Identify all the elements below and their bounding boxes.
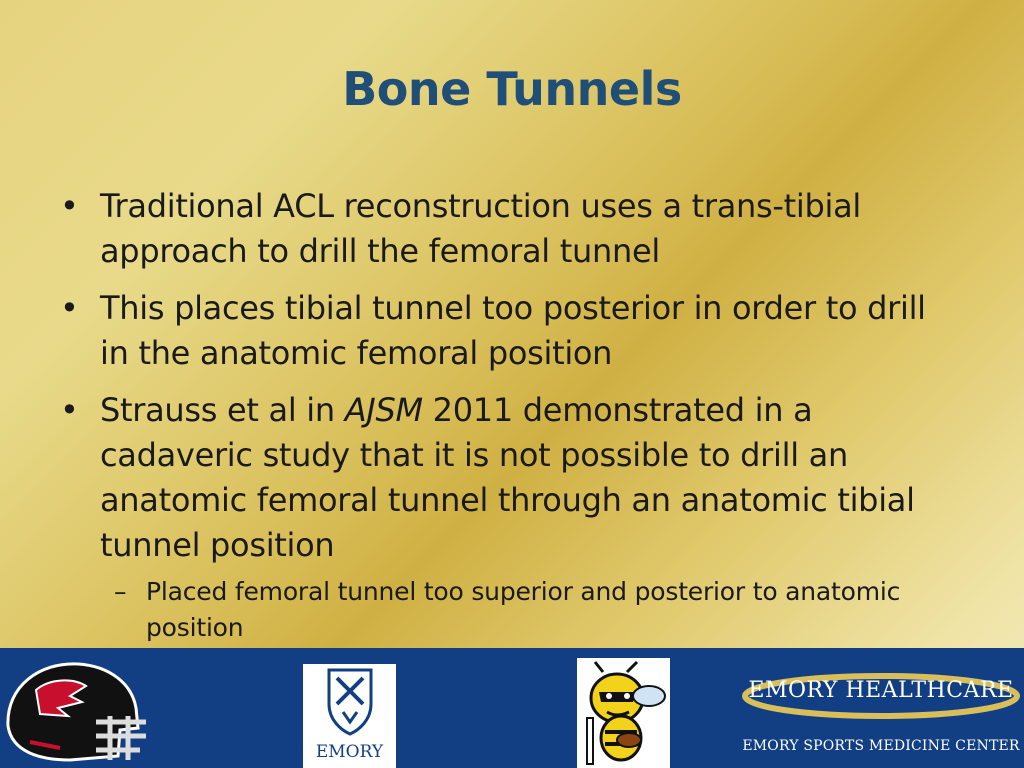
- falcons-helmet-icon: [0, 656, 150, 768]
- bullet-list: [58, 184, 958, 646]
- yellow-jacket-mascot-icon: [577, 658, 670, 768]
- bullet-item: [58, 184, 958, 274]
- sub-bullet-marker: –: [114, 577, 127, 606]
- bullet-item: [58, 286, 958, 376]
- emory-shield-icon: [303, 664, 396, 744]
- sub-bullet-item: [58, 574, 958, 646]
- sports-medicine-label: EMORY SPORTS MEDICINE CENTER: [742, 738, 1020, 754]
- sub-bullet-text: Placed femoral tunnel too superior and posterior to anatomic position: [146, 577, 901, 642]
- bullet-text-after: 2011 demonstrated in a cadaveric study that it is not possible to drill an anatomic femoral tunnel through an anatomic tibial tunnel position: [100, 391, 915, 564]
- journal-name: AJSM: [344, 391, 423, 429]
- emory-logo: [303, 664, 396, 768]
- bullet-text-before: Strauss et al in: [100, 391, 345, 429]
- bullet-marker: •: [60, 289, 79, 327]
- bullet-text: This places tibial tunnel too posterior in order to drill in the anatomic femoral position: [100, 289, 926, 372]
- bullet-marker: •: [60, 391, 79, 429]
- bullet-item: [58, 388, 958, 568]
- bullet-text: Traditional ACL reconstruction uses a trans-tibial approach to drill the femoral tunnel: [100, 187, 861, 270]
- emory-healthcare-wordmark: EMORY HEALTHCARE: [748, 678, 1014, 703]
- bullet-marker: •: [60, 187, 79, 225]
- logo-footer-band: [0, 648, 1024, 768]
- slide-title: Bone Tunnels: [342, 62, 682, 116]
- emory-wordmark: EMORY: [315, 742, 384, 762]
- emory-healthcare-logo: [738, 670, 1024, 768]
